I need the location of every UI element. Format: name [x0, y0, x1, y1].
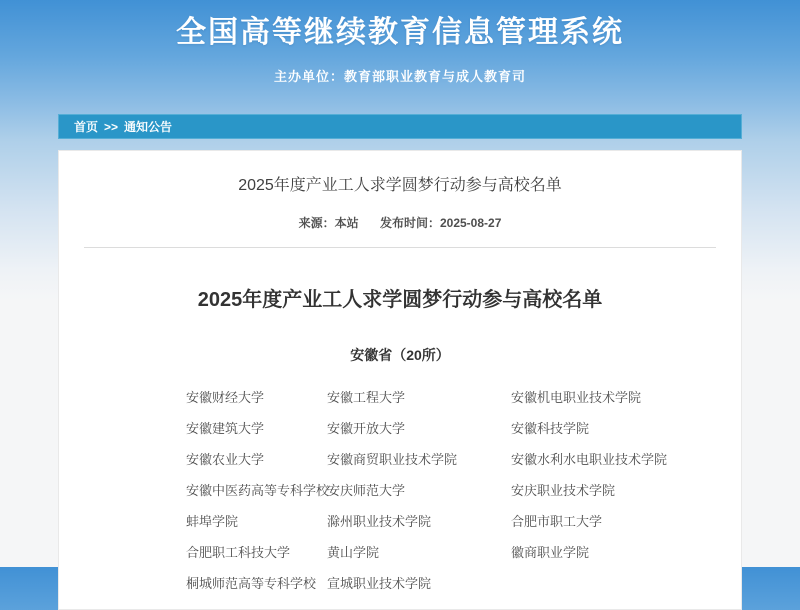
school-row: [186, 537, 721, 568]
school-list: [59, 382, 741, 599]
school-item: 合肥职工科技大学: [186, 545, 291, 560]
school-item: 安徽开放大学: [327, 421, 406, 436]
school-item: 滁州职业技术学院: [327, 514, 432, 529]
breadcrumb-home-link[interactable]: 首页: [74, 120, 99, 134]
school-row: [186, 382, 721, 413]
breadcrumb-separator: >>: [104, 119, 119, 134]
school-item: 安徽商贸职业技术学院: [327, 452, 458, 467]
school-item: 安庆师范大学: [327, 483, 406, 498]
school-row: [186, 444, 721, 475]
school-item: 安庆职业技术学院: [511, 483, 616, 498]
school-item: 安徽科技学院: [511, 421, 590, 436]
school-row: [186, 506, 721, 537]
school-item: 宣城职业技术学院: [327, 576, 432, 591]
article-title: 2025年度产业工人求学圆梦行动参与高校名单: [238, 177, 562, 194]
site-title: 全国高等继续教育信息管理系统: [176, 16, 624, 49]
site-subtitle: 主办单位：教育部职业教育与成人教育司: [273, 69, 526, 84]
content-heading: 2025年度产业工人求学圆梦行动参与高校名单: [197, 289, 603, 311]
school-item: 合肥市职工大学: [511, 514, 603, 529]
school-item: 安徽中医药高等专科学校: [186, 483, 330, 498]
school-item: 桐城师范高等专科学校: [186, 576, 317, 591]
school-item: 黄山学院: [327, 545, 380, 560]
school-row: [186, 475, 721, 506]
school-item: 安徽工程大学: [327, 390, 406, 405]
province-heading: 安徽省（20所）: [350, 347, 450, 363]
school-item: 蚌埠学院: [186, 514, 239, 529]
school-item: 徽商职业学院: [511, 545, 590, 560]
school-item: [511, 568, 721, 599]
article-publish-date: 发布时间：2025-08-27: [379, 216, 502, 230]
school-row: [186, 568, 721, 599]
notice-content-card: [58, 150, 742, 610]
article-meta: [59, 214, 741, 231]
breadcrumb: [58, 114, 742, 139]
school-item: 安徽农业大学: [186, 452, 265, 467]
school-item: 安徽水利水电职业技术学院: [511, 452, 668, 467]
divider: [84, 247, 716, 248]
breadcrumb-current-link[interactable]: 通知公告: [124, 120, 173, 134]
article-source: 来源：本站: [298, 216, 359, 230]
site-header: [0, 0, 800, 85]
school-item: 安徽建筑大学: [186, 421, 265, 436]
school-item: 安徽财经大学: [186, 390, 265, 405]
school-row: [186, 413, 721, 444]
school-item: 安徽机电职业技术学院: [511, 390, 642, 405]
